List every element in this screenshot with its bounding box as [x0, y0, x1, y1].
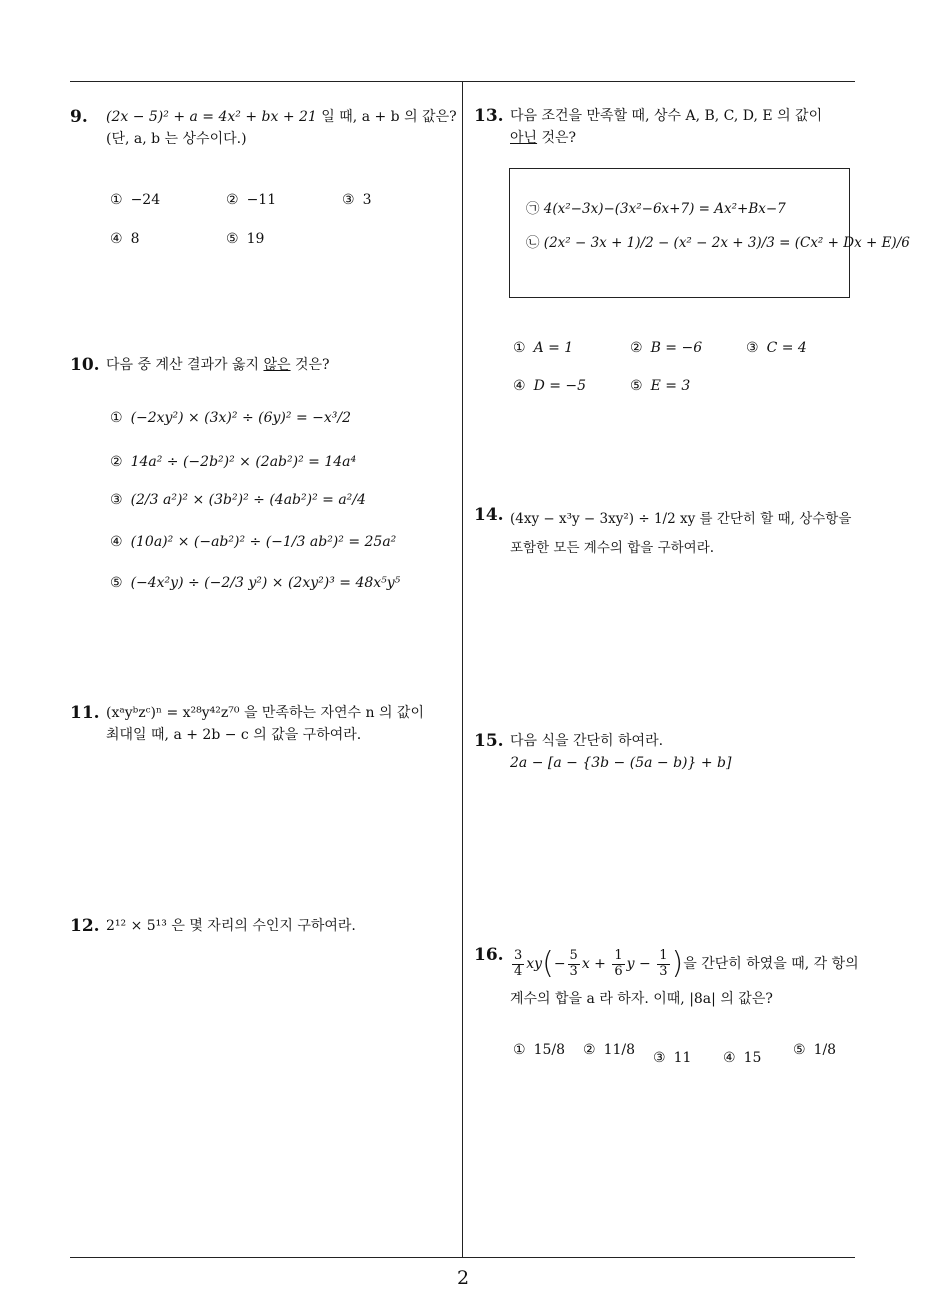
question-14: [474, 504, 859, 560]
emphasis-underline: 아닌: [510, 130, 538, 147]
choice-3[interactable]: ③ (2/3 a²)² × (3b²)² ÷ (4ab²)² = a²/4: [110, 492, 366, 508]
question-number: 10.: [70, 355, 100, 375]
question-number: 16.: [474, 945, 504, 965]
choice-1[interactable]: ① 15/8: [513, 1042, 566, 1058]
question-number: 9.: [70, 107, 88, 127]
choice-3[interactable]: ③ 11: [653, 1050, 692, 1066]
choice-1[interactable]: ① A = 1: [513, 340, 574, 356]
question-text: 다음 조건을 만족할 때, 상수 A, B, C, D, E 의 값이: [510, 108, 823, 124]
emphasis-underline: 않은: [263, 357, 291, 373]
choice-3[interactable]: ③ 3: [342, 192, 372, 208]
question-15: [474, 730, 859, 775]
question-9: [70, 106, 460, 151]
question-text: 일 때, a + b 의 값은?: [316, 109, 457, 125]
choice-2[interactable]: ② 14a² ÷ (−2b²)² × (2ab²)² = 14a⁴: [110, 454, 357, 470]
question-12: [70, 915, 460, 937]
question-text: (단, a, b 는 상수이다.): [106, 131, 247, 148]
question-number: 11.: [70, 703, 100, 723]
bottom-rule: [70, 1257, 855, 1258]
question-number: 12.: [70, 916, 100, 936]
choice-1[interactable]: ① (−2xy²) × (3x)² ÷ (6y)² = −x³/2: [110, 410, 351, 426]
condition-1: ㉠ 4(x²−3x)−(3x²−6x+7) = Ax²+Bx−7: [526, 201, 786, 217]
question-expression: 2a − [a − {3b − (5a − b)} + b]: [510, 755, 732, 772]
question-text: (4xy − x³y − 3xy²) ÷ 1/2 xy 를 간단히 할 때, 상수항을: [510, 511, 852, 527]
question-number: 13.: [474, 106, 504, 126]
question-text: 포함한 모든 계수의 합을 구하여라.: [510, 540, 715, 556]
choice-5[interactable]: ⑤ 19: [226, 231, 265, 247]
question-text: 최대일 때, a + 2b − c 의 값을 구하여라.: [106, 727, 362, 744]
choice-2[interactable]: ② B = −6: [630, 340, 703, 356]
page-number: 2: [456, 1267, 470, 1289]
question-text: (xᵃyᵇzᶜ)ⁿ = x²⁸y⁴²z⁷⁰ 을 만족하는 자연수 n 의 값이: [106, 705, 424, 721]
choice-4[interactable]: ④ 15: [723, 1050, 762, 1066]
condition-box: [509, 168, 910, 298]
question-number: 14.: [474, 505, 504, 525]
question-text: 다음 식을 간단히 하여라.: [510, 733, 664, 749]
choice-1[interactable]: ① −24: [110, 192, 161, 208]
choice-5[interactable]: ⑤ 1/8: [793, 1042, 837, 1058]
question-expression: (2x − 5)² + a = 4x² + bx + 21: [106, 109, 317, 125]
question-13: 13. 다음 조건을 만족할 때, 상수 A, B, C, D, E 의 값이 아닌 것은?: [474, 105, 859, 150]
question-text: 계수의 합을 a 라 하자. 이때, |8a| 의 값은?: [510, 991, 773, 1007]
column-divider: [462, 82, 463, 1257]
question-text: 을 간단히 하였을 때, 각 항의: [683, 955, 859, 972]
question-16: 16. $\frac{3}{4}$ xy ( − $\frac{5}{3}$ x + $\frac{1}{6}$ y − $\frac{1}{3}$ ) 을 간단히 하였을 때, 각 항의 계수의 합을 a 라 하자. 이때, |8a| 의 값은?: [474, 944, 859, 1010]
choice-3[interactable]: ③ C = 4: [746, 340, 807, 356]
question-10: 10. 다음 중 계산 결과가 옳지 않은 것은?: [70, 354, 460, 376]
question-number: 15.: [474, 731, 504, 751]
choice-4[interactable]: ④ 8: [110, 231, 140, 247]
question-text: 2¹² × 5¹³ 은 몇 자리의 수인지 구하여라.: [106, 918, 356, 934]
choice-5[interactable]: ⑤ E = 3: [630, 378, 691, 394]
condition-2: ㉡ (2x² − 3x + 1)/2 − (x² − 2x + 3)/3 = (Cx² + Dx + E)/6: [526, 235, 910, 251]
choice-4[interactable]: ④ D = −5: [513, 378, 587, 394]
choice-2[interactable]: ② −11: [226, 192, 277, 208]
question-11: [70, 702, 460, 747]
choice-2[interactable]: ② 11/8: [583, 1042, 636, 1058]
choice-5[interactable]: ⑤ (−4x²y) ÷ (−2/3 y²) × (2xy²)³ = 48x⁵y⁵: [110, 575, 401, 591]
choice-4[interactable]: ④ (10a)² × (−ab²)² ÷ (−1/3 ab²)² = 25a²: [110, 534, 397, 550]
